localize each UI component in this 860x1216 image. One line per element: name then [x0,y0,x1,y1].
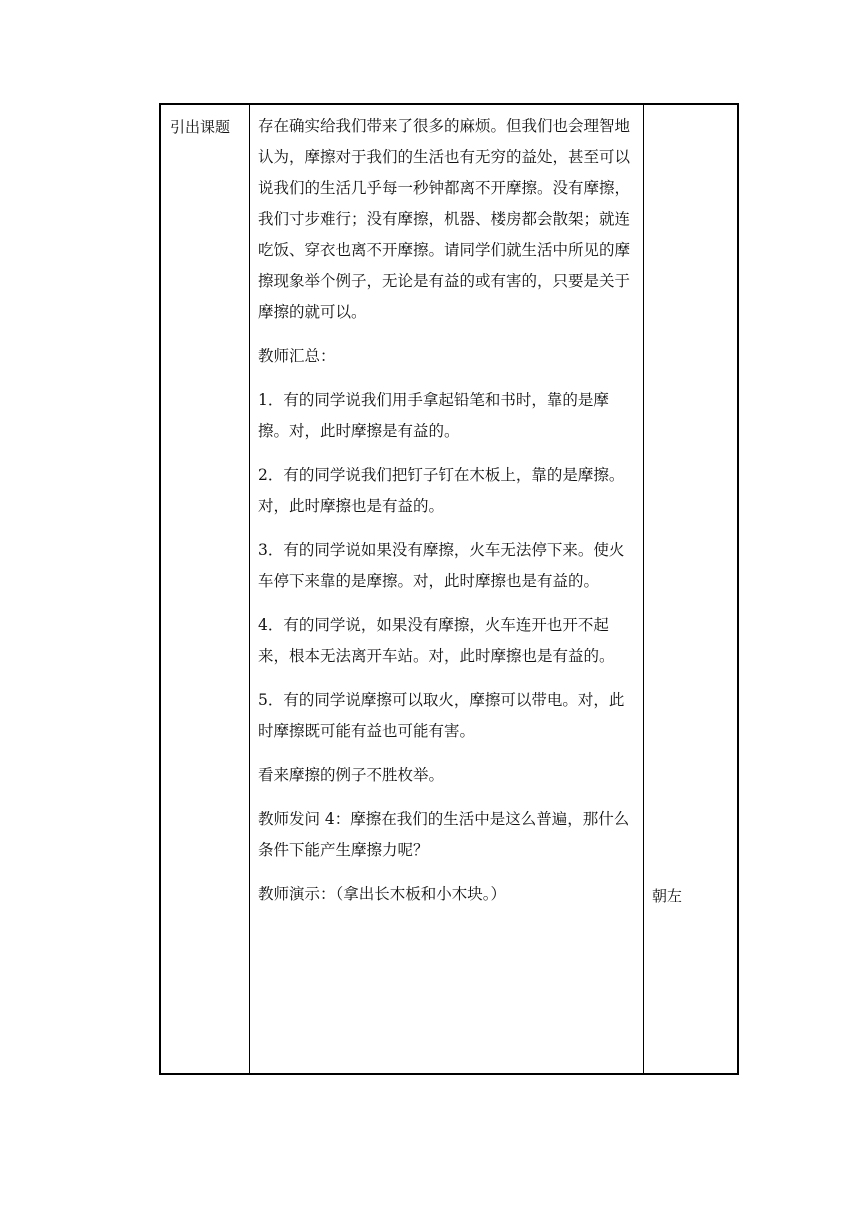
paragraph-item-2: 2．有的同学说我们把钉子钉在木板上，靠的是摩擦。对，此时摩擦也是有益的。 [258,466,625,515]
paragraph-intro: 存在确实给我们带来了很多的麻烦。但我们也会理智地认为，摩擦对于我们的生活也有无穷的益处，甚至可以说我们的生活几乎每一秒钟都离不开摩擦。没有摩擦，我们寸步难行；没有摩擦，机器、楼房都会散架；就连吃饭、穿衣也离不开摩擦。请同学们就生活中所见的摩擦现象举个例子，无论是有益的或有害的，只要是关于摩擦的就可以。 [258,117,631,321]
note-cell: 朝左 [652,887,683,905]
column-divider [249,105,250,1073]
lesson-plan-table [159,103,739,1075]
lesson-content [258,111,638,910]
paragraph-item-5: 5．有的同学说摩擦可以取火，摩擦可以带电。对，此时摩擦既可能有益也可能有害。 [258,691,625,740]
paragraph-summary-heading: 教师汇总： [258,347,336,365]
paragraph-item-3: 3．有的同学说如果没有摩擦，火车无法停下来。使火车停下来靠的是摩擦。对，此时摩擦也是有益的。 [258,541,625,590]
paragraph-conclusion: 看来摩擦的例子不胜枚举。 [258,766,445,784]
column-divider [643,105,644,1073]
paragraph-question: 教师发问 4：摩擦在我们的生活中是这么普遍，那什么条件下能产生摩擦力呢？ [258,810,630,859]
paragraph-item-4: 4．有的同学说，如果没有摩擦，火车连开也开不起来，根本无法离开车站。对，此时摩擦也是有益的。 [258,616,615,665]
paragraph-demo: 教师演示：（拿出长木板和小木块。） [258,885,507,903]
paragraph-item-1: 1．有的同学说我们用手拿起铅笔和书时，靠的是摩擦。对，此时摩擦是有益的。 [258,391,609,440]
stage-label: 引出课题 [170,118,231,136]
